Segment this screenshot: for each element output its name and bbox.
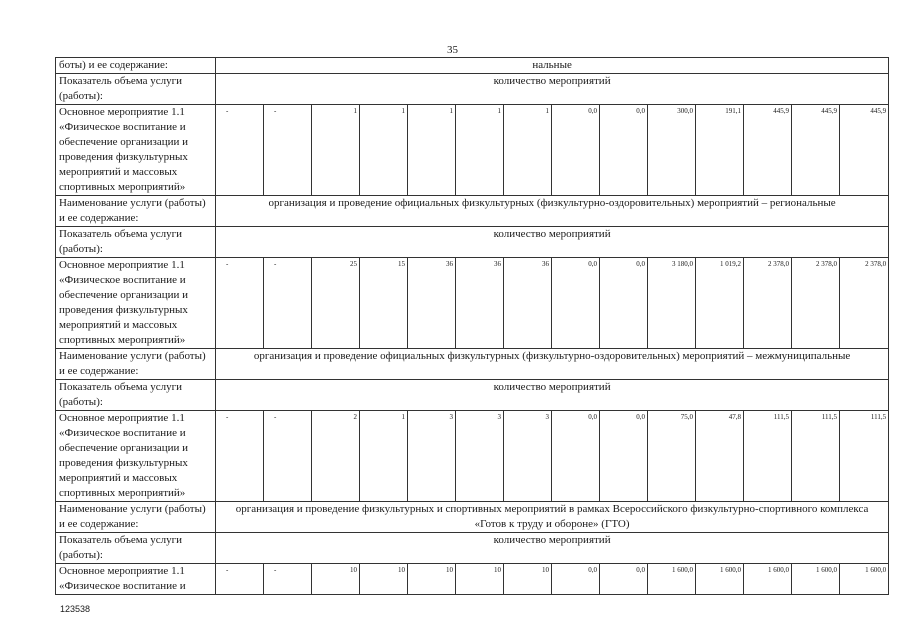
service-name-cell: организация и проведение официальных физкультурных (физкультурно-оздоровительных) мероприятий – региональные [216, 196, 889, 227]
value-cell: 1 [360, 411, 408, 502]
value-cell: 2 378,0 [840, 258, 889, 349]
value-cell: 10 [504, 564, 552, 595]
value-cell: 10 [408, 564, 456, 595]
value-cell: 1 600,0 [840, 564, 889, 595]
indicator-cell: количество мероприятий [216, 227, 889, 258]
row-label: боты) и ее содержание: [56, 58, 216, 74]
table-row-indicator [56, 74, 889, 105]
indicator-cell: количество мероприятий [216, 533, 889, 564]
indicator-cell: количество мероприятий [216, 380, 889, 411]
row-label: Основное мероприятие 1.1 «Физическое воспитание и [56, 564, 216, 595]
value-cell: 3 180,0 [648, 258, 696, 349]
value-cell: 0,0 [600, 564, 648, 595]
value-cell: 1 600,0 [792, 564, 840, 595]
value-cell: 111,5 [744, 411, 792, 502]
value-cell: - [264, 105, 312, 196]
table-row-event [56, 411, 889, 502]
value-cell: 1 019,2 [696, 258, 744, 349]
value-cell: 445,9 [744, 105, 792, 196]
value-cell: - [216, 105, 264, 196]
table-row-event [56, 258, 889, 349]
value-cell: 2 [312, 411, 360, 502]
value-cell: 300,0 [648, 105, 696, 196]
value-cell: 36 [456, 258, 504, 349]
indicator-cell: количество мероприятий [216, 74, 889, 105]
value-cell: 36 [408, 258, 456, 349]
value-cell: - [264, 411, 312, 502]
document-code: 123538 [60, 604, 91, 614]
row-label: Основное мероприятие 1.1 «Физическое воспитание и обеспечение организации и проведения физкультурных мероприятий и массовых спортивных мероприятий» [56, 258, 216, 349]
row-label: Наименование услуги (работы) и ее содержание: [56, 349, 216, 380]
value-cell: 1 600,0 [648, 564, 696, 595]
row-label: Показатель объема услуги (работы): [56, 380, 216, 411]
value-cell: 191,1 [696, 105, 744, 196]
value-cell: 3 [408, 411, 456, 502]
table-row-name [56, 196, 889, 227]
value-cell: 10 [312, 564, 360, 595]
value-cell: - [264, 564, 312, 595]
value-cell: 0,0 [600, 105, 648, 196]
value-cell: 15 [360, 258, 408, 349]
value-cell: 0,0 [600, 258, 648, 349]
value-cell: 2 378,0 [792, 258, 840, 349]
row-label: Показатель объема услуги (работы): [56, 74, 216, 105]
value-cell: 25 [312, 258, 360, 349]
value-cell: - [216, 258, 264, 349]
table-row-indicator [56, 227, 889, 258]
value-cell: 1 [408, 105, 456, 196]
value-cell: 10 [456, 564, 504, 595]
state-task-table [55, 57, 889, 595]
value-cell: - [216, 564, 264, 595]
row-label: Основное мероприятие 1.1 «Физическое воспитание и обеспечение организации и проведения физкультурных мероприятий и массовых спортивных мероприятий» [56, 105, 216, 196]
service-name-cell: организация и проведение физкультурных и спортивных мероприятий в рамках Всероссийского физкультурно-спортивного комплекса «Готов к труду и обороне» (ГТО) [216, 502, 889, 533]
value-cell: 1 [456, 105, 504, 196]
value-cell: 111,5 [840, 411, 889, 502]
value-cell: 10 [360, 564, 408, 595]
value-cell: 445,9 [792, 105, 840, 196]
value-cell: 0,0 [552, 258, 600, 349]
value-cell: 1 600,0 [744, 564, 792, 595]
value-cell: 2 378,0 [744, 258, 792, 349]
value-cell: 1 600,0 [696, 564, 744, 595]
row-label: Основное мероприятие 1.1 «Физическое воспитание и обеспечение организации и проведения физкультурных мероприятий и массовых спортивных мероприятий» [56, 411, 216, 502]
service-name-cell: организация и проведение официальных физкультурных (физкультурно-оздоровительных) мероприятий – межмуниципальные [216, 349, 889, 380]
value-cell: 1 [360, 105, 408, 196]
table-row-name [56, 58, 889, 74]
value-cell: 75,0 [648, 411, 696, 502]
row-label: Наименование услуги (работы) и ее содержание: [56, 196, 216, 227]
value-cell: 0,0 [552, 105, 600, 196]
value-cell: 111,5 [792, 411, 840, 502]
value-cell: 0,0 [552, 564, 600, 595]
value-cell: 0,0 [552, 411, 600, 502]
table-row-event [56, 564, 889, 595]
service-name-cell: нальные [216, 58, 889, 74]
value-cell: - [216, 411, 264, 502]
value-cell: 1 [504, 105, 552, 196]
table-row-indicator [56, 533, 889, 564]
value-cell: 445,9 [840, 105, 889, 196]
row-label: Наименование услуги (работы) и ее содержание: [56, 502, 216, 533]
table-row-event [56, 105, 889, 196]
table-row-name [56, 502, 889, 533]
value-cell: 36 [504, 258, 552, 349]
value-cell: 3 [456, 411, 504, 502]
value-cell: - [264, 258, 312, 349]
value-cell: 3 [504, 411, 552, 502]
value-cell: 0,0 [600, 411, 648, 502]
value-cell: 47,8 [696, 411, 744, 502]
row-label: Показатель объема услуги (работы): [56, 227, 216, 258]
value-cell: 1 [312, 105, 360, 196]
table-row-name [56, 349, 889, 380]
row-label: Показатель объема услуги (работы): [56, 533, 216, 564]
table-row-indicator [56, 380, 889, 411]
page-number: 35 [447, 44, 458, 56]
